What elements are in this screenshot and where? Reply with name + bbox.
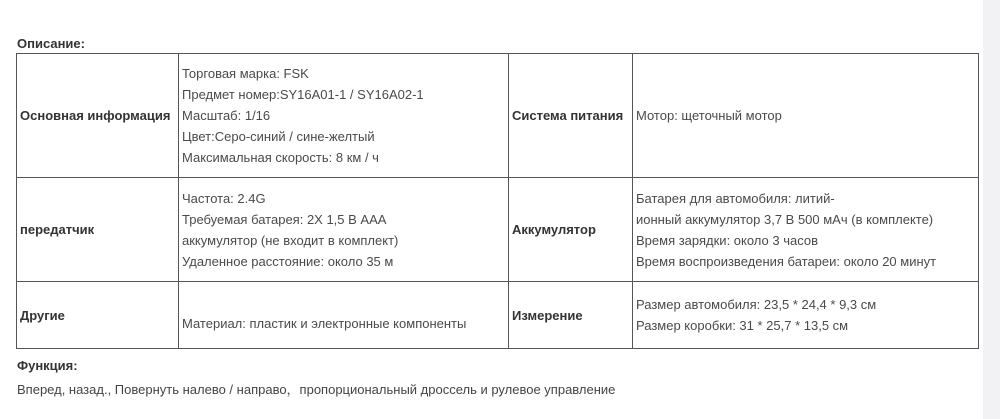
- measurement-car-size: Размер автомобиля: 23,5 * 24,4 * 9,3 см: [636, 297, 877, 312]
- row-label-other: Другие: [17, 282, 179, 349]
- scrollbar-track[interactable]: [983, 0, 1000, 419]
- transmitter-battery: Требуемая батарея: 2X 1,5 В ААА: [182, 211, 387, 227]
- specification-table: [16, 53, 979, 349]
- row-label-power-system: Система питания: [509, 54, 633, 178]
- battery-type-line1: Батарея для автомобиля: литий-: [636, 190, 835, 206]
- transmitter-battery-note: аккумулятор (не входит в комплект): [182, 232, 399, 248]
- other-values: [179, 282, 509, 349]
- row-label-battery: Аккумулятор: [509, 178, 633, 282]
- transmitter-range: Удаленное расстояние: около 35 м: [182, 253, 394, 269]
- description-heading: Описание:: [17, 36, 85, 51]
- table-row: [17, 282, 979, 349]
- basic-info-scale: Масштаб: 1/16: [182, 108, 271, 123]
- row-label-basic-info: Основная информация: [17, 54, 179, 178]
- basic-info-item-number: Предмет номер:SY16A01-1 / SY16A02-1: [182, 87, 424, 102]
- basic-info-values: [179, 54, 509, 178]
- row-label-transmitter: передатчик: [17, 178, 179, 282]
- battery-charge-time: Время зарядки: около 3 часов: [636, 232, 818, 248]
- basic-info-max-speed: Максимальная скорость: 8 км / ч: [182, 150, 379, 165]
- transmitter-frequency: Частота: 2.4G: [182, 190, 266, 206]
- other-material: Материал: пластик и электронные компоненты: [182, 315, 467, 331]
- battery-values: [633, 178, 979, 282]
- function-description: Вперед, назад., Повернуть налево / направо，пропорциональный дроссель и рулевое управление: [17, 382, 616, 397]
- basic-info-color: Цвет:Серо-синий / сине-желтый: [182, 129, 375, 144]
- function-heading: Функция:: [17, 358, 78, 373]
- power-system-motor: Мотор: щеточный мотор: [636, 108, 782, 123]
- row-label-measurement: Измерение: [509, 282, 633, 349]
- measurement-box-size: Размер коробки: 31 * 25,7 * 13,5 см: [636, 318, 849, 333]
- battery-play-time: Время воспроизведения батареи: около 20 минут: [636, 253, 937, 269]
- transmitter-values: [179, 178, 509, 282]
- table-row: [17, 178, 979, 282]
- table-row: [17, 54, 979, 178]
- measurement-values: [633, 282, 979, 349]
- basic-info-brand: Торговая марка: FSK: [182, 66, 309, 81]
- battery-type-line2: ионный аккумулятор 3,7 В 500 мАч (в комплекте): [636, 211, 934, 227]
- power-system-values: [633, 54, 979, 178]
